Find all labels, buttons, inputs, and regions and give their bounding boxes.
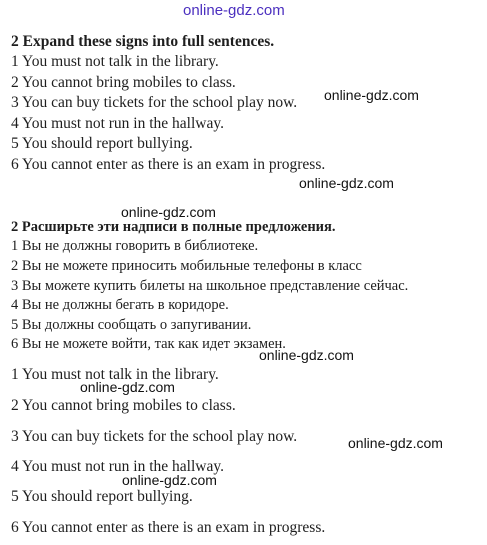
russian-line-3: 3 Вы можете купить билеты на школьное представление сейчас. [11,278,409,294]
watermark-3: online-gdz.com [121,204,216,220]
watermark-6: online-gdz.com [348,435,443,451]
answer-line-2: 2 You cannot bring mobiles to class. [11,397,236,414]
watermark-top: online-gdz.com [183,2,285,19]
russian-line-5: 5 Вы должны сообщать о запугивании. [11,317,252,333]
russian-line-4: 4 Вы не должны бегать в коридоре. [11,297,229,313]
english-line-4: 4 You must not run in the hallway. [11,115,224,132]
english-line-6: 6 You cannot enter as there is an exam in progress. [11,156,326,173]
russian-line-1: 1 Вы не должны говорить в библиотеке. [11,238,259,254]
russian-heading: 2 Расширьте эти надписи в полные предложения. [11,219,336,235]
russian-line-2: 2 Вы не можете приносить мобильные телефоны в класс [11,258,362,274]
watermark-2: online-gdz.com [299,175,394,191]
answer-line-4: 4 You must not run in the hallway. [11,458,224,475]
answer-line-5: 5 You should report bullying. [11,488,193,505]
watermark-4: online-gdz.com [259,347,354,363]
watermark-7: online-gdz.com [122,472,217,488]
english-heading: 2 Expand these signs into full sentences. [11,33,275,50]
english-line-3: 3 You can buy tickets for the school play now. [11,94,298,111]
russian-line-6: 6 Вы не можете войти, так как идет экзамен. [11,336,286,352]
english-line-2: 2 You cannot bring mobiles to class. [11,74,236,91]
answer-line-1: 1 You must not talk in the library. [11,366,219,383]
english-line-5: 5 You should report bullying. [11,135,193,152]
answer-line-3: 3 You can buy tickets for the school play now. [11,428,298,445]
english-line-1: 1 You must not talk in the library. [11,53,219,70]
watermark-1: online-gdz.com [324,87,419,103]
watermark-5: online-gdz.com [80,379,175,395]
answer-line-6: 6 You cannot enter as there is an exam in progress. [11,519,326,536]
